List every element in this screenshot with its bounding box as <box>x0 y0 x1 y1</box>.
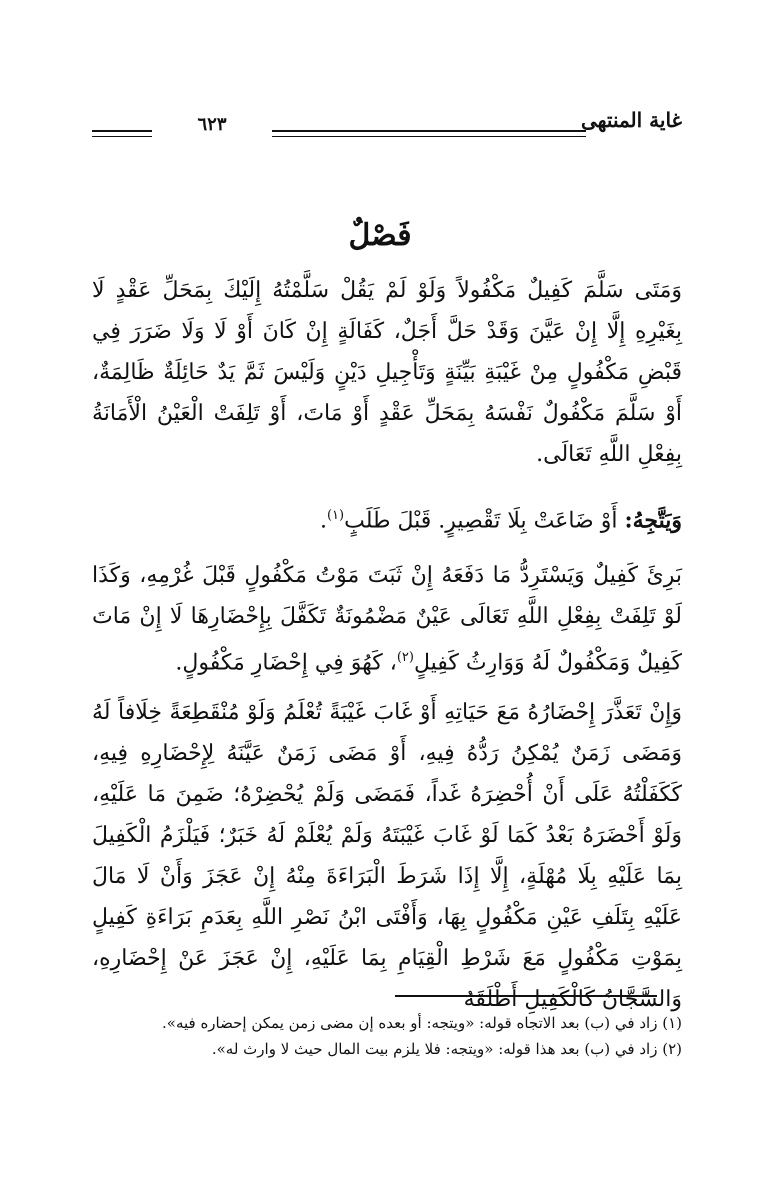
paragraph-2-end: . <box>319 508 327 534</box>
section-title: فَصْلٌ <box>348 218 412 253</box>
footnote-separator <box>395 995 657 997</box>
paragraph-2-text: أَوْ ضَاعَتْ بِلَا تَقْصِيرٍ. قَبْلَ طَلَبٍ <box>344 508 618 534</box>
page-number: ٦٢٣ <box>197 114 227 135</box>
paragraph-2 <box>92 495 682 541</box>
header-rule-short <box>92 130 152 137</box>
paragraph-3 <box>92 555 682 683</box>
footnotes <box>92 1010 682 1062</box>
paragraph-1: وَمَتَى سَلَّمَ كَفِيلٌ مَكْفُولاً وَلَوْ لَمْ يَقُلْ سَلَّمْتُهُ إِلَيْكَ بِمَحَلِّ عَقْدٍ لَا بِغَيْرِهِ إِلَّا إِنْ عَيَّنَ وَقَدْ حَلَّ أَجَلٌ، كَفَالَةٍ إِنْ كَانَ أَوْ لَا وَلَا ضَرَرَ فِي قَبْضِ مَكْفُولٍ مِنْ غَيْبَةِ بَيِّنَةٍ وَتَأْجِيلِ دَيْنٍ وَلَيْسَ ثَمَّ يَدٌ حَائِلَةٌ ظَالِمَةٌ، أَوْ سَلَّمَ مَكْفُولٌ نَفْسَهُ بِمَحَلِّ عَقْدٍ أَوْ مَاتَ، أَوْ تَلِفَتْ الْعَيْنُ الْأَمَانَةُ بِفِعْلِ اللَّهِ تَعَالَى. <box>92 278 682 467</box>
footnote-ref-1: (١) <box>326 508 345 523</box>
footnote-ref-2: (٢) <box>396 650 414 665</box>
paragraph-2-lead: وَيَتَّجِهُ: <box>624 507 682 534</box>
paragraph-3-text: بَرِئَ كَفِيلٌ وَيَسْتَرِدُّ مَا دَفَعَهُ إِنْ ثَبَتَ مَوْتُ مَكْفُولٍ قَبْلَ غُرْمِهِ، وَكَذَا لَوْ تَلِفَتْ بِفِعْلِ اللَّهِ تَعَالَى عَيْنٌ مَضْمُونَةٌ تَكَفَّلَ بِإِحْضَارِهَا لَا إِنْ مَاتَ كَفِيلٌ وَمَكْفُولٌ لَهُ وَوَارِثُ كَفِيلٍ <box>92 563 682 676</box>
paragraph-4: وَإِنْ تَعَذَّرَ إِحْضَارُهُ مَعَ حَيَاتِهِ أَوْ غَابَ غَيْبَةً تُعْلَمُ وَلَوْ مُنْقَطِعَةً خِلَافاً لَهُ وَمَضَى زَمَنٌ يُمْكِنُ رَدُّهُ فِيهِ، أَوْ مَضَى زَمَنٌ عَيَّنَهُ لِإِحْضَارِهِ فِيهِ، كَكَفَلْتُهُ عَلَى أَنْ أُحْضِرَهُ غَداً، فَمَضَى وَلَمْ يُحْضِرْهُ؛ ضَمِنَ مَا عَلَيْهِ، وَلَوْ أَحْضَرَهُ بَعْدُ كَمَا لَوْ غَابَ غَيْبَتَهُ وَلَمْ يُعْلَمْ لَهُ خَبَرٌ؛ فَيَلْزَمُ الْكَفِيلَ بِمَا عَلَيْهِ بِلَا مُهْلَةٍ، إِلَّا إِذَا شَرَطَ الْبَرَاءَةَ مِنْهُ إِنْ عَجَزَ وَأَنْ لَا مَالَ عَلَيْهِ بِتَلَفِ عَيْنِ مَكْفُولٍ بِهَا، وَأَفْتَى ابْنُ نَصْرِ اللَّهِ بِعَدَمِ بَرَاءَةِ كَفِيلٍ بِمَوْتِ مَكْفُولٍ مَعَ شَرْطِ الْقِيَامِ بِمَا عَلَيْهِ، إِنْ عَجَزَ عَنْ إِحْضَارِهِ، وَالسَّجَّانُ كَالْكَفِيلِ أَطْلَقَهُ <box>92 700 682 1012</box>
running-header <box>92 108 682 148</box>
paragraph-3-tail: ، كَهُوَ فِي إِحْضَارِ مَكْفُولٍ. <box>175 650 397 676</box>
footnote-1: (١) زاد في (ب) بعد الاتجاه قوله: «ويتجه: أو بعده إن مضى زمن يمكن إحضاره فيه». <box>162 1014 682 1032</box>
header-rule <box>272 130 586 137</box>
book-title: غاية المنتهى <box>581 108 682 132</box>
footnote-2: (٢) زاد في (ب) بعد هذا قوله: «ويتجه: فلا يلزم بيت المال حيث لا وارث له». <box>211 1040 682 1058</box>
